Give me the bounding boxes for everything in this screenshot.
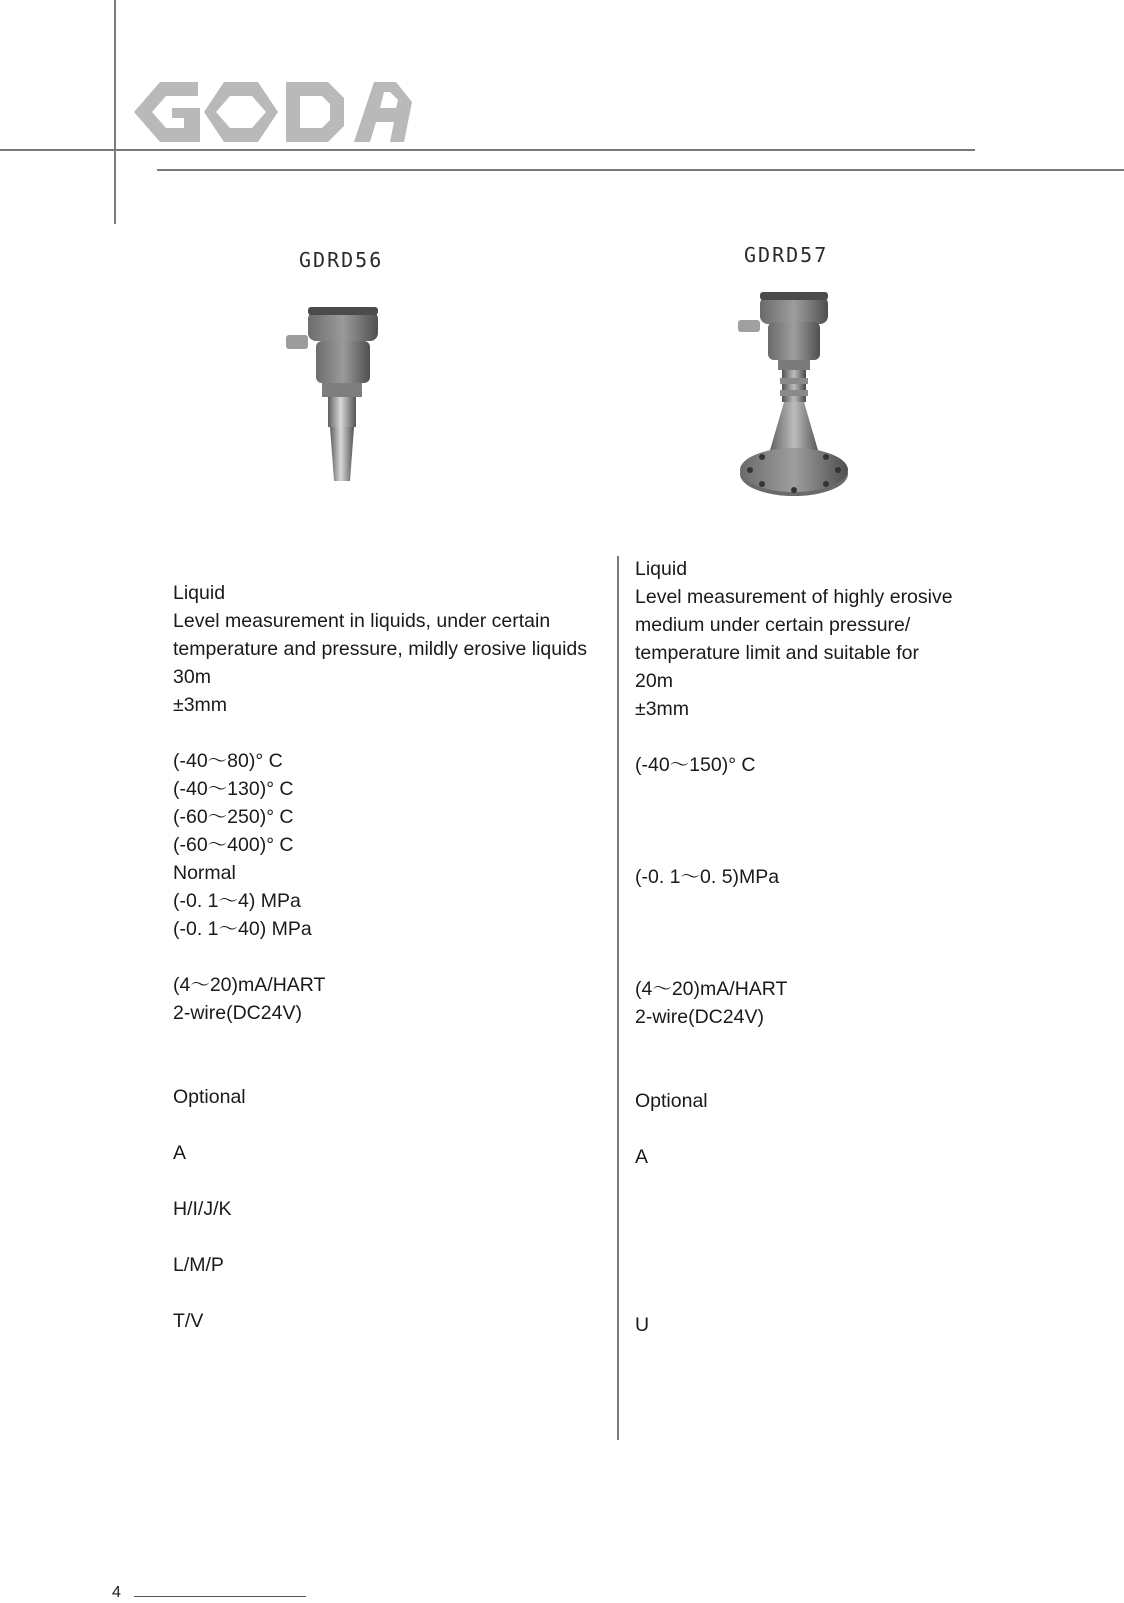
spec-line: (-40～150)° C bbox=[635, 754, 756, 776]
spec-line: Liquid bbox=[173, 582, 226, 604]
spec-line: U bbox=[635, 1314, 650, 1336]
spec-line: H/I/J/K bbox=[173, 1198, 232, 1220]
spec-line bbox=[635, 891, 953, 919]
spec-line: temperature and pressure, mildly erosive liquids bbox=[173, 638, 588, 660]
spec-line bbox=[635, 1115, 953, 1143]
spec-line: Optional bbox=[173, 1086, 246, 1108]
spec-line bbox=[173, 1167, 587, 1195]
spec-line bbox=[173, 1027, 587, 1055]
spec-line: A bbox=[173, 1142, 187, 1164]
spec-line bbox=[173, 719, 587, 747]
header-vertical-rule bbox=[114, 0, 116, 224]
radar-level-transmitter-flanged-icon bbox=[738, 290, 852, 506]
spec-line: Normal bbox=[173, 862, 236, 884]
spec-line bbox=[635, 723, 953, 751]
spec-line bbox=[635, 947, 953, 975]
spec-line: Level measurement in liquids, under certain bbox=[173, 610, 551, 632]
spec-line: (-40～130)° C bbox=[173, 778, 294, 800]
spec-line: (-60～250)° C bbox=[173, 806, 294, 828]
spec-line bbox=[173, 1055, 587, 1083]
spec-column-gdrd57 bbox=[635, 555, 953, 1339]
header-rule-top bbox=[0, 149, 975, 151]
spec-line: (-60～400)° C bbox=[173, 834, 294, 856]
spec-line: (4～20)mA/HART bbox=[173, 974, 326, 996]
model-title-gdrd56: GDRD56 bbox=[299, 248, 384, 272]
spec-line: 2-wire(DC24V) bbox=[173, 1002, 302, 1024]
spec-line bbox=[635, 1283, 953, 1311]
spec-column-gdrd56 bbox=[173, 579, 587, 1335]
brand-logo bbox=[128, 78, 414, 146]
spec-line: ±3mm bbox=[173, 694, 228, 716]
spec-line bbox=[635, 1227, 953, 1255]
radar-level-transmitter-horn-icon bbox=[282, 305, 394, 487]
spec-line: (-0. 1～40) MPa bbox=[173, 918, 312, 940]
spec-line bbox=[173, 1279, 587, 1307]
spec-line: medium under certain pressure/ bbox=[635, 614, 911, 636]
header-rule-bottom bbox=[157, 169, 1124, 171]
footer-rule bbox=[134, 1596, 306, 1597]
spec-line: temperature limit and suitable for bbox=[635, 642, 919, 664]
spec-line: (-0. 1～4) MPa bbox=[173, 890, 301, 912]
spec-line: Level measurement of highly erosive bbox=[635, 586, 953, 608]
spec-line: 30m bbox=[173, 666, 211, 688]
spec-line bbox=[173, 943, 587, 971]
spec-line: (4～20)mA/HART bbox=[635, 978, 788, 1000]
spec-line: T/V bbox=[173, 1310, 204, 1332]
spec-line: A bbox=[635, 1146, 649, 1168]
spec-line bbox=[635, 1171, 953, 1199]
column-divider bbox=[617, 556, 619, 1440]
spec-line: 20m bbox=[635, 670, 673, 692]
spec-line bbox=[635, 1031, 953, 1059]
spec-line bbox=[635, 1059, 953, 1087]
spec-line: Liquid bbox=[635, 558, 688, 580]
spec-line: (-40～80)° C bbox=[173, 750, 283, 772]
spec-line bbox=[635, 1199, 953, 1227]
page-number: 4 bbox=[112, 1584, 121, 1601]
model-title-gdrd57: GDRD57 bbox=[744, 243, 829, 267]
spec-line: L/M/P bbox=[173, 1254, 224, 1276]
spec-line: (-0. 1～0. 5)MPa bbox=[635, 866, 780, 888]
spec-line bbox=[635, 835, 953, 863]
spec-line bbox=[173, 1223, 587, 1251]
spec-line bbox=[635, 1255, 953, 1283]
spec-line bbox=[635, 919, 953, 947]
spec-line: Optional bbox=[635, 1090, 708, 1112]
spec-line bbox=[635, 779, 953, 807]
spec-line: 2-wire(DC24V) bbox=[635, 1006, 764, 1028]
spec-line bbox=[173, 1111, 587, 1139]
spec-line: ±3mm bbox=[635, 698, 690, 720]
spec-line bbox=[635, 807, 953, 835]
